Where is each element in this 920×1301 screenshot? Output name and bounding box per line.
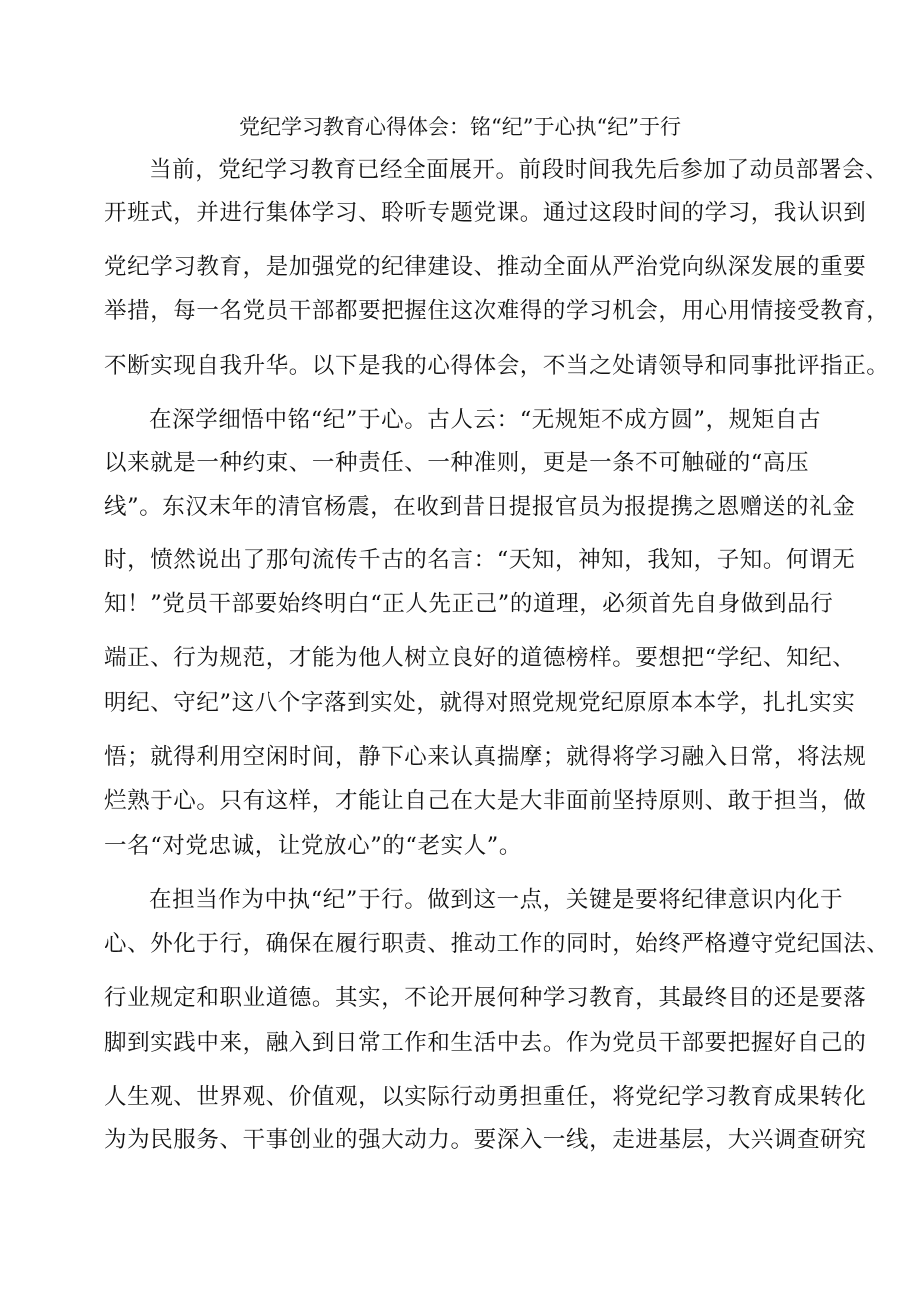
text-line: 人生观、世界观、价值观，以实际行动勇担重任，将党纪学习教育成果转化 xyxy=(104,1084,867,1110)
text-line: 烂熟于心。只有这样，才能让自己在大是大非面前坚持原则、敢于担当，做 xyxy=(104,788,867,814)
text-line: 不断实现自我升华。以下是我的心得体会，不当之处请领导和同事批评指正。 xyxy=(104,353,890,379)
text-line: 为为民服务、干事创业的强大动力。要深入一线，走进基层，大兴调查研究 xyxy=(104,1127,867,1153)
text-line: 在担当作为中执“纪”于行。做到这一点，关键是要将纪律意识内化于 xyxy=(149,887,844,913)
text-line: 线”。东汉末年的清官杨震，在收到昔日提报官员为报提携之恩赠送的礼金 xyxy=(104,494,856,520)
text-line: 端正、行为规范，才能为他人树立良好的道德榜样。要想把“学纪、知纪、 xyxy=(104,645,856,671)
text-line: 一名“对党忠诚，让党放心”的“老实人”。 xyxy=(104,833,523,859)
text-line: 开班式，并进行集体学习、聆听专题党课。通过这段时间的学习，我认识到 xyxy=(104,200,867,226)
text-line: 悟；就得利用空闲时间，静下心来认真揣摩；就得将学习融入日常，将法规 xyxy=(104,744,867,770)
text-line: 行业规定和职业道德。其实，不论开展何种学习教育，其最终目的还是要落 xyxy=(104,985,867,1011)
text-line: 在深学细悟中铭“纪”于心。古人云：“无规矩不成方圆”，规矩自古 xyxy=(149,407,822,433)
text-line: 当前，党纪学习教育已经全面展开。前段时间我先后参加了动员部署会、 xyxy=(149,157,889,183)
document-title: 党纪学习教育心得体会：铭“纪”于心执“纪”于行 xyxy=(239,115,681,139)
text-line: 党纪学习教育，是加强党的纪律建设、推动全面从严治党向纵深发展的重要 xyxy=(104,254,867,280)
text-line: 时，愤然说出了那句流传千古的名言：“天知，神知，我知，子知。何谓无 xyxy=(104,547,856,573)
text-line: 心、外化于行，确保在履行职责、推动工作的同时，始终严格遵守党纪国法、 xyxy=(104,931,890,957)
text-line: 举措，每一名党员干部都要把握住这次难得的学习机会，用心用情接受教育， xyxy=(104,298,890,324)
text-line: 知！”党员干部要始终明白“正人先正己”的道理，必须首先自身做到品行 xyxy=(104,591,834,617)
text-line: 以来就是一种约束、一种责任、一种准则，更是一条不可触碰的“高压 xyxy=(104,450,810,476)
text-line: 脚到实践中来，融入到日常工作和生活中去。作为党员干部要把握好自己的 xyxy=(104,1030,867,1056)
text-line: 明纪、守纪”这八个字落到实处，就得对照党规党纪原原本本学，扎扎实实 xyxy=(104,690,856,716)
